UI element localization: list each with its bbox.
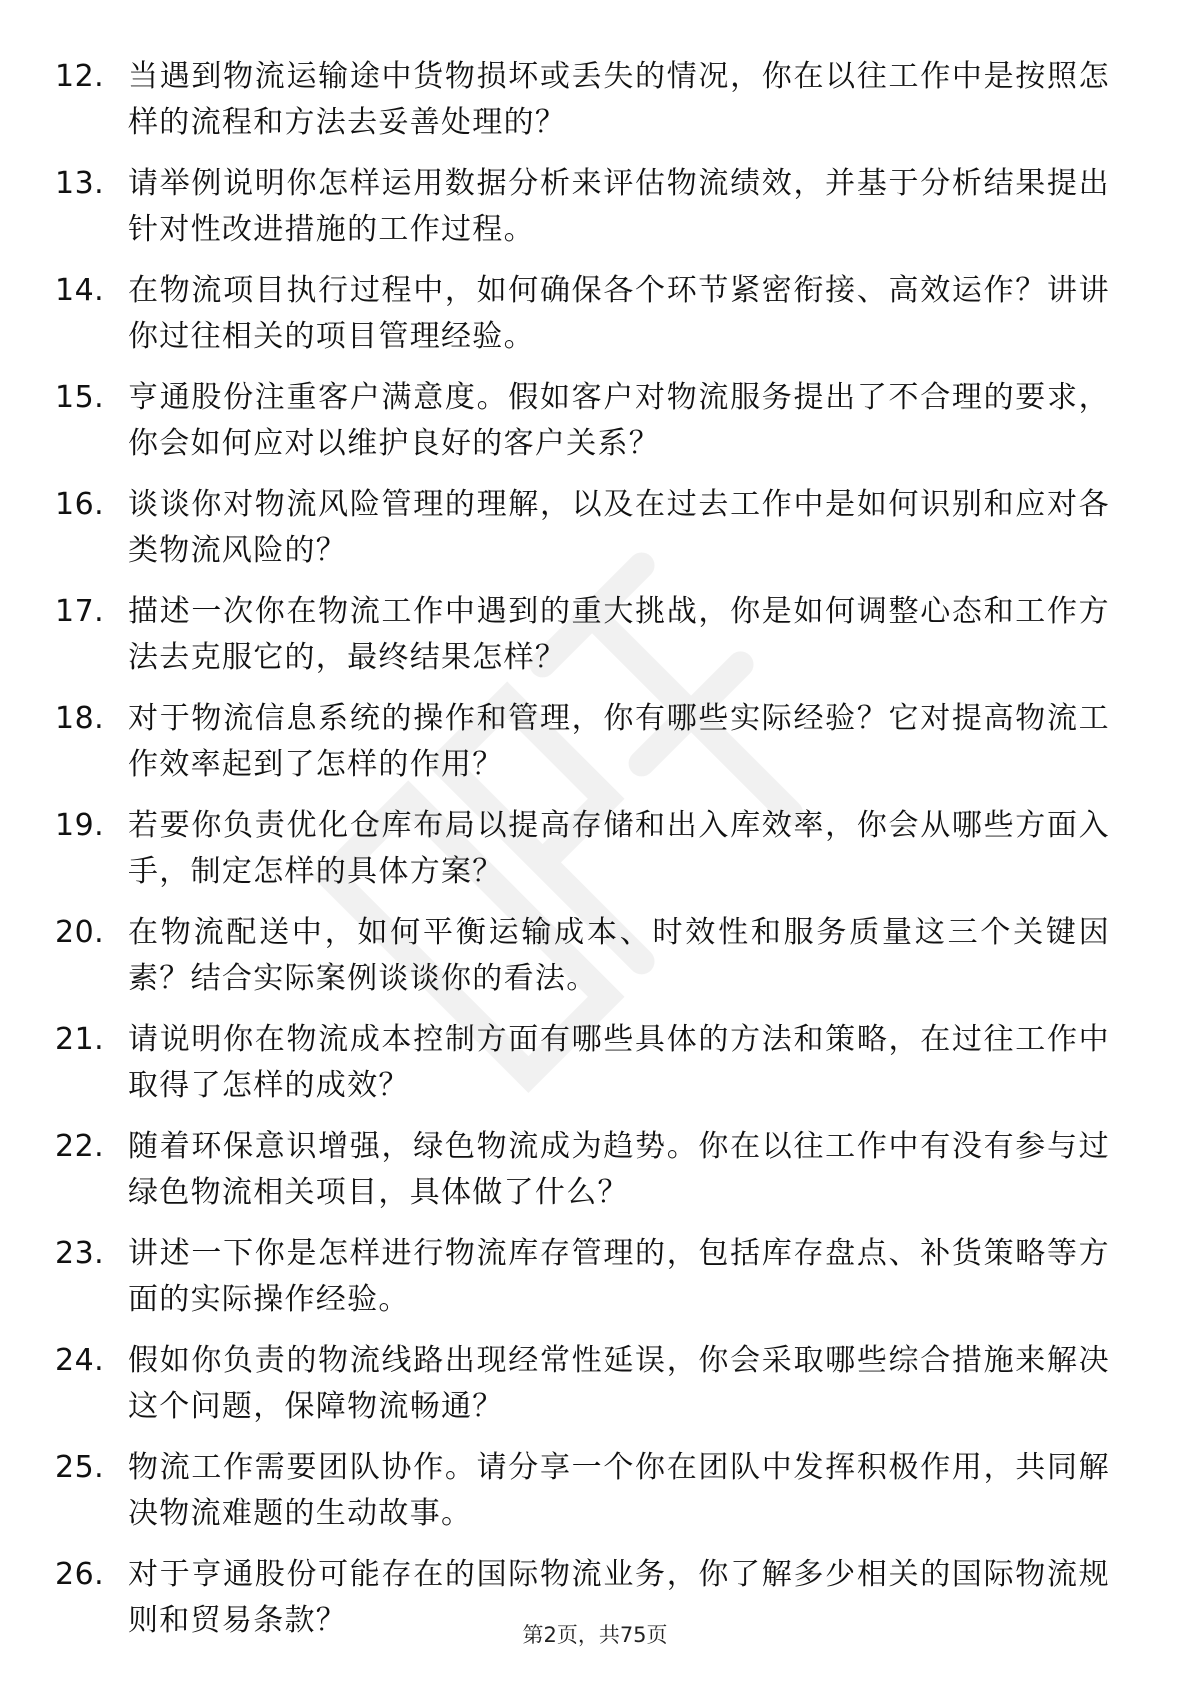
page-footer xyxy=(0,1620,1190,1650)
question-number: 24. xyxy=(55,1343,105,1378)
question-item-18 xyxy=(0,696,1190,803)
question-text: 对于亨通股份可能存在的国际物流业务，你了解多少相关的国际物流规则和贸易条款？ xyxy=(128,1557,1110,1638)
question-number: 12. xyxy=(55,59,105,94)
question-number: 16. xyxy=(55,487,105,522)
question-number: 22. xyxy=(55,1129,105,1164)
question-item-24 xyxy=(0,1338,1190,1445)
question-number: 15. xyxy=(55,380,105,415)
question-item-20 xyxy=(0,910,1190,1017)
question-number: 25. xyxy=(55,1450,105,1485)
question-item-16 xyxy=(0,482,1190,589)
question-item-13 xyxy=(0,161,1190,268)
question-text: 假如你负责的物流线路出现经常性延误，你会采取哪些综合措施来解决这个问题，保障物流畅通？ xyxy=(128,1343,1110,1424)
question-text: 若要你负责优化仓库布局以提高存储和出入库效率，你会从哪些方面入手，制定怎样的具体方案？ xyxy=(128,808,1110,889)
question-number: 19. xyxy=(55,808,105,843)
question-number: 26. xyxy=(55,1557,105,1592)
question-text: 物流工作需要团队协作。请分享一个你在团队中发挥积极作用，共同解决物流难题的生动故事。 xyxy=(128,1450,1110,1531)
page-number-label: 第2页，共75页 xyxy=(522,1623,668,1647)
question-text: 谈谈你对物流风险管理的理解，以及在过去工作中是如何识别和应对各类物流风险的？ xyxy=(128,487,1110,568)
question-item-12 xyxy=(0,54,1190,161)
question-number: 21. xyxy=(55,1022,105,1057)
question-item-17 xyxy=(0,589,1190,696)
question-text: 当遇到物流运输途中货物损坏或丢失的情况，你在以往工作中是按照怎样的流程和方法去妥善处理的？ xyxy=(128,59,1110,140)
question-text: 讲述一下你是怎样进行物流库存管理的，包括库存盘点、补货策略等方面的实际操作经验。 xyxy=(128,1236,1110,1317)
question-text: 请举例说明你怎样运用数据分析来评估物流绩效，并基于分析结果提出针对性改进措施的工作过程。 xyxy=(128,166,1110,247)
question-item-14 xyxy=(0,268,1190,375)
question-item-19 xyxy=(0,803,1190,910)
question-number: 17. xyxy=(55,594,105,629)
question-number: 14. xyxy=(55,273,105,308)
question-text: 随着环保意识增强，绿色物流成为趋势。你在以往工作中有没有参与过绿色物流相关项目，具体做了什么？ xyxy=(128,1129,1110,1210)
question-text: 在物流配送中，如何平衡运输成本、时效性和服务质量这三个关键因素？结合实际案例谈谈你的看法。 xyxy=(128,915,1110,996)
question-item-22 xyxy=(0,1124,1190,1231)
question-number: 20. xyxy=(55,915,105,950)
question-text: 在物流项目执行过程中，如何确保各个环节紧密衔接、高效运作？讲讲你过往相关的项目管理经验。 xyxy=(128,273,1110,354)
question-text: 描述一次你在物流工作中遇到的重大挑战，你是如何调整心态和工作方法去克服它的，最终结果怎样？ xyxy=(128,594,1110,675)
question-text: 请说明你在物流成本控制方面有哪些具体的方法和策略，在过往工作中取得了怎样的成效？ xyxy=(128,1022,1110,1103)
question-number: 18. xyxy=(55,701,105,736)
question-text: 对于物流信息系统的操作和管理，你有哪些实际经验？它对提高物流工作效率起到了怎样的作用？ xyxy=(128,701,1110,782)
question-number: 23. xyxy=(55,1236,105,1271)
question-number: 13. xyxy=(55,166,105,201)
question-item-21 xyxy=(0,1017,1190,1124)
question-item-25 xyxy=(0,1445,1190,1552)
question-text: 亨通股份注重客户满意度。假如客户对物流服务提出了不合理的要求，你会如何应对以维护良好的客户关系？ xyxy=(128,380,1110,461)
question-list xyxy=(0,54,1190,1659)
question-item-23 xyxy=(0,1231,1190,1338)
question-item-15 xyxy=(0,375,1190,482)
